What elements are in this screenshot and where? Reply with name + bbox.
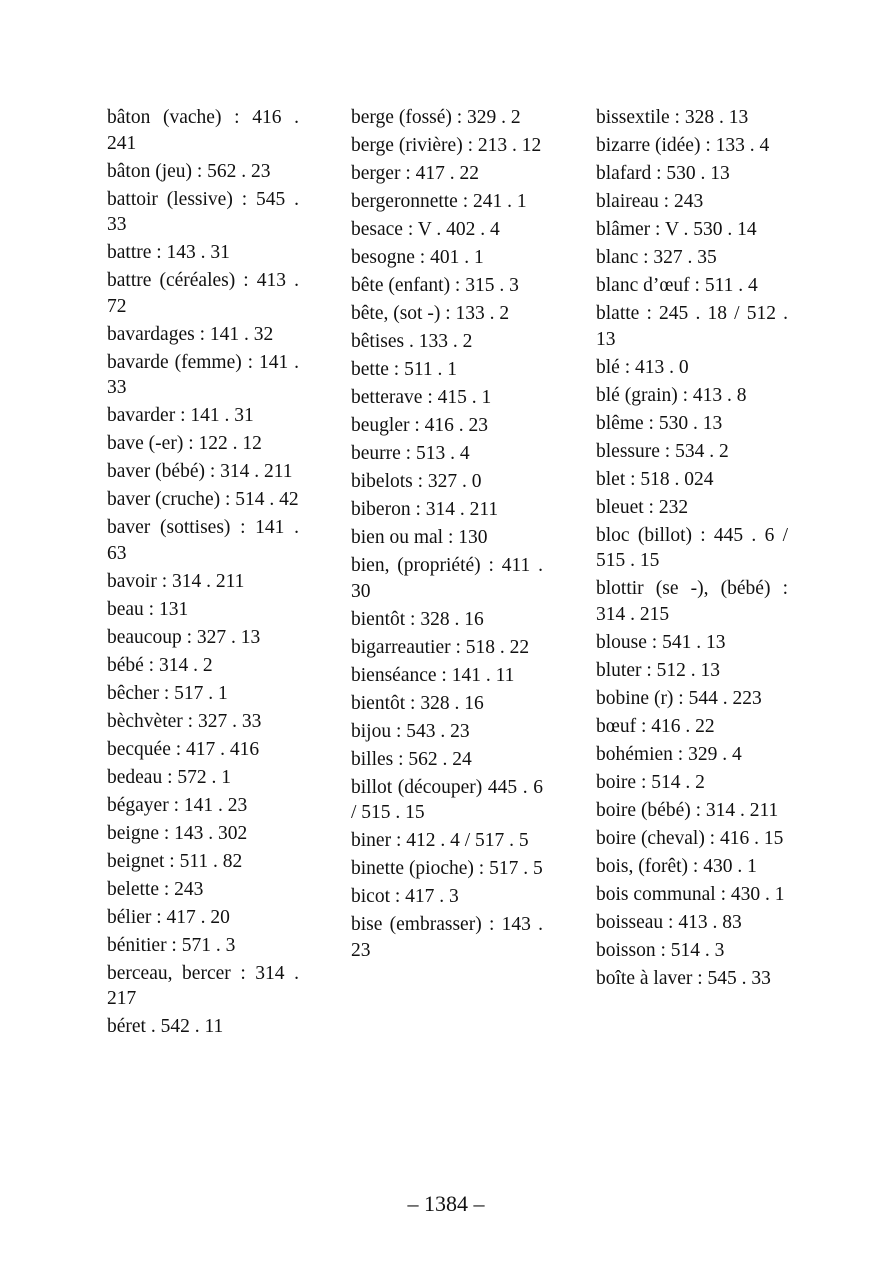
index-entry: blé : 413 . 0 bbox=[596, 356, 689, 378]
index-entry: belette : 243 bbox=[107, 878, 204, 900]
index-entry: blessure : 534 . 2 bbox=[596, 440, 729, 462]
index-entry: boire (bébé) : 314 . 211 bbox=[596, 799, 779, 821]
index-entry: becquée : 417 . 416 bbox=[107, 738, 260, 760]
index-entry: bergeronnette : 241 . 1 bbox=[351, 191, 527, 212]
index-entry: blé (grain) : 413 . 8 bbox=[596, 384, 747, 406]
index-entry: blafard : 530 . 13 bbox=[596, 163, 730, 184]
index-entry: beigne : 143 . 302 bbox=[107, 822, 248, 844]
index-entry: bèchvèter : 327 . 33 bbox=[107, 710, 262, 732]
index-entry: blanc d’œuf : 511 . 4 bbox=[596, 275, 758, 296]
index-entry: battre (céréales) : 413 . 72 bbox=[107, 270, 299, 317]
index-column-1 bbox=[107, 105, 299, 1042]
index-entry: beurre : 513 . 4 bbox=[351, 443, 470, 464]
index-entry: berger : 417 . 22 bbox=[351, 163, 479, 184]
index-entry: bélier : 417 . 20 bbox=[107, 906, 230, 928]
index-column-2 bbox=[351, 105, 543, 966]
index-entry: billot (découper) 445 . 6 / 515 . 15 bbox=[351, 776, 543, 823]
index-entry: battoir (lessive) : 545 . 33 bbox=[107, 188, 299, 235]
index-entry: baver (sottises) : 141 . 63 bbox=[107, 517, 299, 564]
index-entry: bien, (propriété) : 411 . 30 bbox=[351, 555, 543, 602]
index-entry: boîte à laver : 545 . 33 bbox=[596, 967, 771, 989]
index-entry: bobine (r) : 544 . 223 bbox=[596, 687, 762, 709]
index-entry: bijou : 543 . 23 bbox=[351, 720, 470, 742]
index-entry: berceau, bercer : 314 . 217 bbox=[107, 962, 299, 1009]
index-entry: bette : 511 . 1 bbox=[351, 359, 457, 380]
index-entry: blaireau : 243 bbox=[596, 191, 704, 212]
index-entry: bégayer : 141 . 23 bbox=[107, 794, 248, 816]
index-entry: besace : V . 402 . 4 bbox=[351, 219, 500, 240]
index-entry: bien ou mal : 130 bbox=[351, 527, 488, 548]
index-entry: berge (rivière) : 213 . 12 bbox=[351, 135, 542, 156]
index-entry: bénitier : 571 . 3 bbox=[107, 934, 236, 956]
index-entry: besogne : 401 . 1 bbox=[351, 247, 484, 268]
index-entry: blottir (se -), (bébé) : 314 . 215 bbox=[596, 578, 788, 625]
index-entry: bloc (billot) : 445 . 6 / 515 . 15 bbox=[596, 524, 788, 571]
index-entry: bavarde (femme) : 141 . 33 bbox=[107, 351, 299, 398]
index-entry: bâton (jeu) : 562 . 23 bbox=[107, 160, 271, 182]
index-entry: biner : 412 . 4 / 517 . 5 bbox=[351, 830, 529, 851]
index-entry: blême : 530 . 13 bbox=[596, 412, 723, 434]
index-entry: boire : 514 . 2 bbox=[596, 771, 705, 793]
index-entry: bibelots : 327 . 0 bbox=[351, 471, 482, 492]
index-entry: baver (cruche) : 514 . 42 bbox=[107, 489, 299, 510]
index-entry: bluter : 512 . 13 bbox=[596, 659, 721, 681]
index-entry: beignet : 511 . 82 bbox=[107, 850, 243, 872]
index-entry: billes : 562 . 24 bbox=[351, 748, 472, 770]
index-entry: bise (embrasser) : 143 . 23 bbox=[351, 914, 543, 961]
index-entry: boisseau : 413 . 83 bbox=[596, 911, 742, 933]
index-entry: bientôt : 328 . 16 bbox=[351, 692, 484, 714]
index-entry: bissextile : 328 . 13 bbox=[596, 107, 749, 128]
index-entry: beau : 131 bbox=[107, 598, 189, 620]
index-entry: blâmer : V . 530 . 14 bbox=[596, 219, 757, 240]
index-entry: blet : 518 . 024 bbox=[596, 468, 714, 490]
index-entry: battre : 143 . 31 bbox=[107, 242, 230, 263]
index-entry: bicot : 417 . 3 bbox=[351, 886, 459, 907]
index-entry: betterave : 415 . 1 bbox=[351, 387, 492, 408]
index-entry: bigarreautier : 518 . 22 bbox=[351, 636, 530, 658]
index-entry: bienséance : 141 . 11 bbox=[351, 664, 515, 686]
index-entry: bohémien : 329 . 4 bbox=[596, 743, 742, 765]
index-entry: bavardages : 141 . 32 bbox=[107, 323, 274, 345]
index-entry: bœuf : 416 . 22 bbox=[596, 715, 715, 737]
index-entry: bavoir : 314 . 211 bbox=[107, 570, 245, 592]
index-entry: bois, (forêt) : 430 . 1 bbox=[596, 855, 757, 877]
index-entry: blanc : 327 . 35 bbox=[596, 247, 717, 268]
index-entry: blatte : 245 . 18 / 512 . 13 bbox=[596, 303, 788, 350]
index-entry: bedeau : 572 . 1 bbox=[107, 766, 232, 788]
index-entry: bêcher : 517 . 1 bbox=[107, 682, 228, 704]
index-entry: boisson : 514 . 3 bbox=[596, 939, 725, 961]
index-column-3 bbox=[596, 105, 788, 994]
page-number: – 1384 – bbox=[407, 1191, 485, 1216]
index-entry: bave (-er) : 122 . 12 bbox=[107, 433, 262, 454]
index-entry: bizarre (idée) : 133 . 4 bbox=[596, 135, 770, 156]
index-entry: binette (pioche) : 517 . 5 bbox=[351, 858, 543, 879]
index-entry: biberon : 314 . 211 bbox=[351, 499, 499, 520]
index-entry: bâton (vache) : 416 . 241 bbox=[107, 107, 299, 154]
index-entry: berge (fossé) : 329 . 2 bbox=[351, 107, 521, 128]
index-entry: baver (bébé) : 314 . 211 bbox=[107, 461, 293, 482]
index-entry: bête, (sot -) : 133 . 2 bbox=[351, 303, 510, 324]
index-entry: bavarder : 141 . 31 bbox=[107, 405, 254, 426]
index-entry: blouse : 541 . 13 bbox=[596, 631, 726, 653]
index-entry: bête (enfant) : 315 . 3 bbox=[351, 275, 519, 296]
index-entry: bientôt : 328 . 16 bbox=[351, 608, 484, 630]
index-entry: béret . 542 . 11 bbox=[107, 1016, 224, 1037]
index-entry: beaucoup : 327 . 13 bbox=[107, 626, 261, 648]
index-entry: bébé : 314 . 2 bbox=[107, 654, 213, 676]
index-entry: bêtises . 133 . 2 bbox=[351, 331, 473, 352]
index-entry: bois communal : 430 . 1 bbox=[596, 883, 785, 905]
index-entry: boire (cheval) : 416 . 15 bbox=[596, 827, 784, 849]
index-entry: bleuet : 232 bbox=[596, 496, 689, 518]
index-entry: beugler : 416 . 23 bbox=[351, 415, 489, 436]
